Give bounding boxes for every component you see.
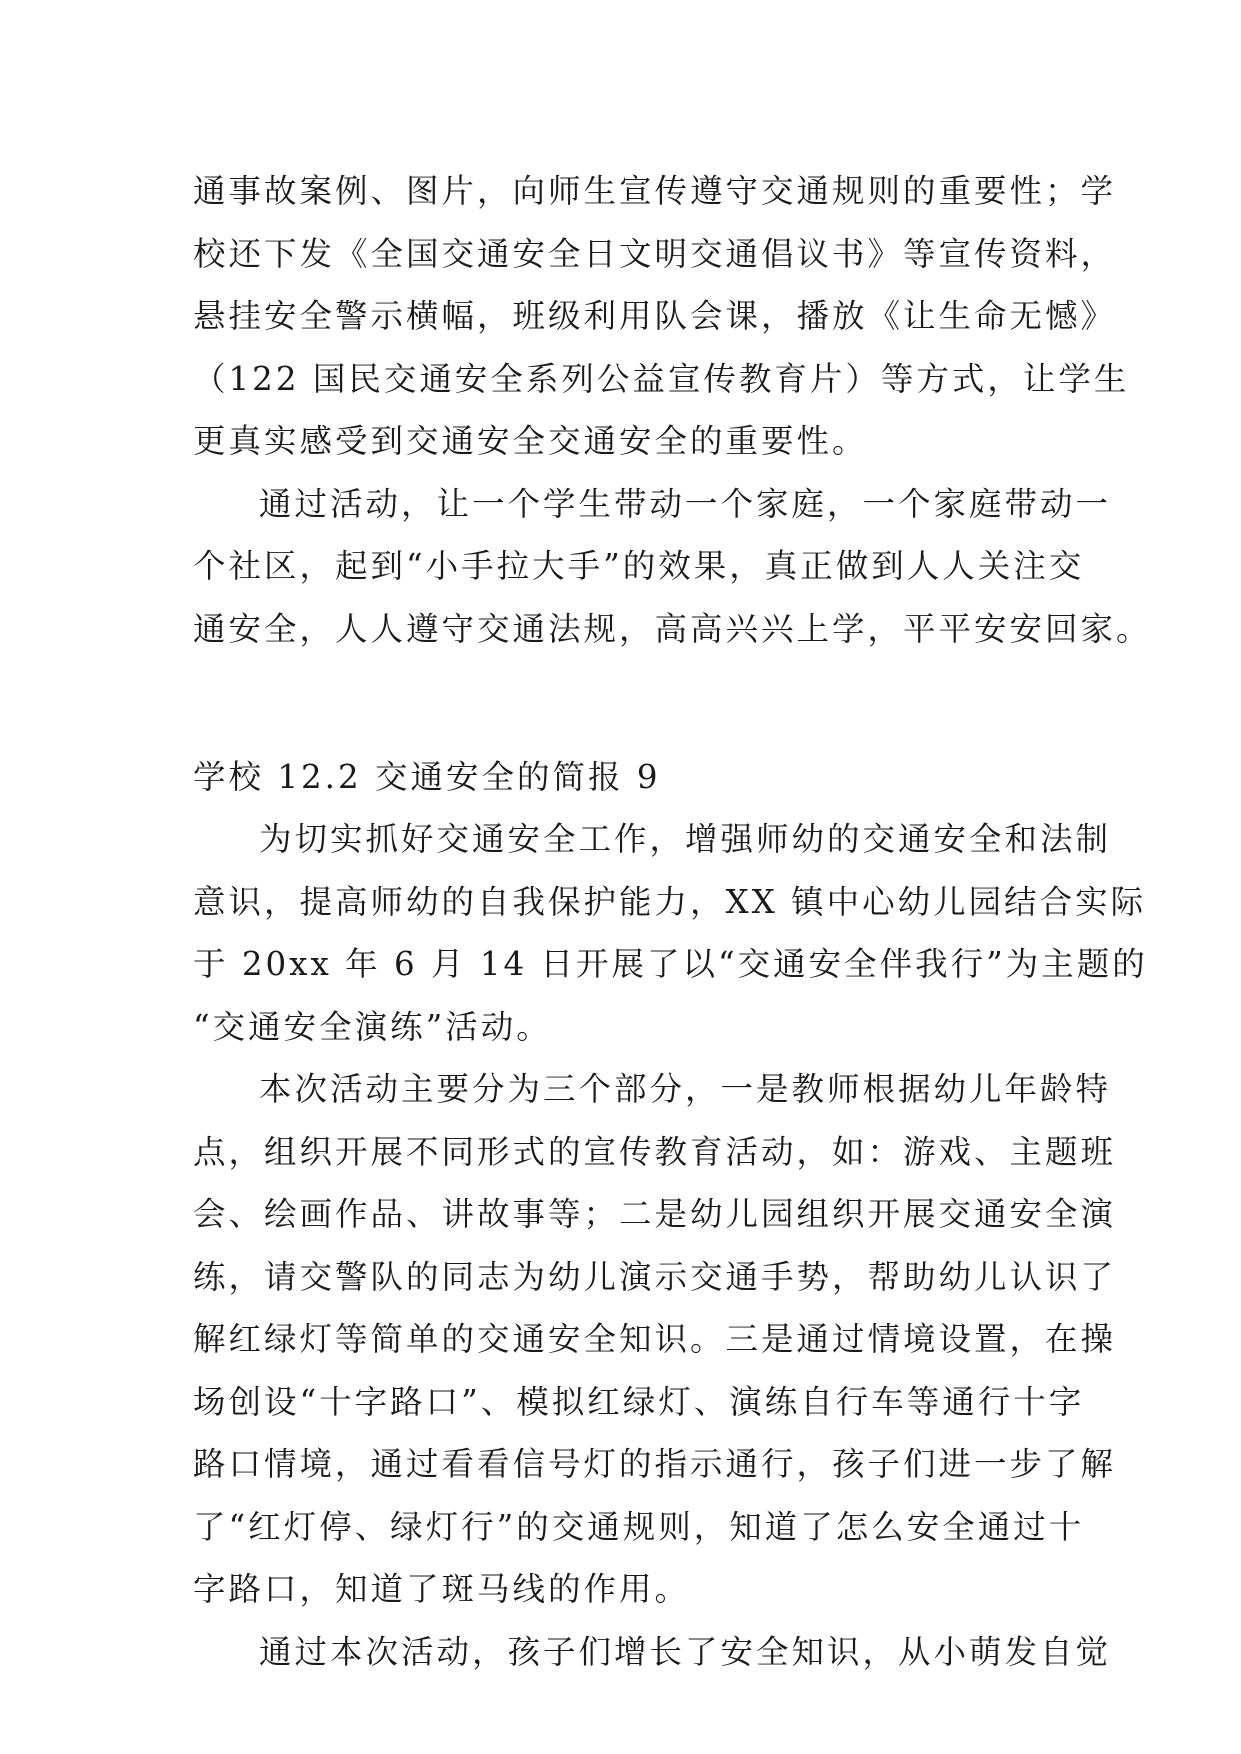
text-line: 个社区，起到“小手拉大手”的效果，真正做到人人关注交 — [193, 547, 1085, 585]
section-heading: 学校 12.2 交通安全的简报 9 — [193, 757, 661, 796]
document-body — [193, 160, 1152, 1683]
paragraph-start-line: 通过活动，让一个学生带动一个家庭，一个家庭带动一 — [259, 484, 1112, 523]
text-line: 通安全，人人遵守交通法规，高高兴兴上学，平平安安回家。 — [193, 609, 1152, 648]
text-line: 会、绘画作品、讲故事等；二是幼儿园组织开展交通安全演 — [193, 1195, 1117, 1233]
text-line: 意识，提高师幼的自我保护能力，XX 镇中心幼儿园结合实际 — [193, 882, 1147, 921]
paragraph-start-line: 通过本次活动，孩子们增长了安全知识，从小萌发自觉 — [259, 1632, 1112, 1671]
text-line: 于 20xx 年 6 月 14 日开展了以“交通安全伴我行”为主题的 — [193, 945, 1148, 983]
text-line: 字路口，知道了斑马线的作用。 — [193, 1570, 691, 1608]
paragraph-start-line: 本次活动主要分为三个部分，一是教师根据幼儿年龄特 — [259, 1070, 1112, 1108]
text-line: 校还下发《全国交通安全日文明交通倡议书》等宣传资料， — [193, 234, 1117, 273]
text-line: “交通安全演练”活动。 — [193, 1007, 552, 1046]
text-line: 练，请交警队的同志为幼儿演示交通手势，帮助幼儿认识了 — [193, 1257, 1117, 1296]
text-line: （122 国民交通安全系列公益宣传教育片）等方式，让学生 — [193, 359, 1130, 398]
paragraph-start-line: 为切实抓好交通安全工作，增强师幼的交通安全和法制 — [259, 820, 1112, 858]
text-line: 路口情境，通过看看信号灯的指示通行，孩子们进一步了解 — [193, 1445, 1117, 1483]
text-line: 解红绿灯等简单的交通安全知识。三是通过情境设置，在操 — [193, 1320, 1117, 1358]
section-gap — [193, 660, 1063, 723]
text-line: 了“红灯停、绿灯行”的交通规则，知道了怎么安全通过十 — [193, 1507, 1085, 1546]
text-line: 更真实感受到交通安全交通安全的重要性。 — [193, 422, 868, 460]
text-line: 场创设“十字路口”、模拟红绿灯、演练自行车等通行十字 — [193, 1382, 1085, 1421]
text-line: 点，组织开展不同形式的宣传教育活动，如：游戏、主题班 — [193, 1132, 1117, 1171]
text-line: 通事故案例、图片，向师生宣传遵守交通规则的重要性；学 — [193, 172, 1117, 210]
text-line: 悬挂安全警示横幅，班级利用队会课，播放《让生命无憾》 — [193, 297, 1117, 335]
